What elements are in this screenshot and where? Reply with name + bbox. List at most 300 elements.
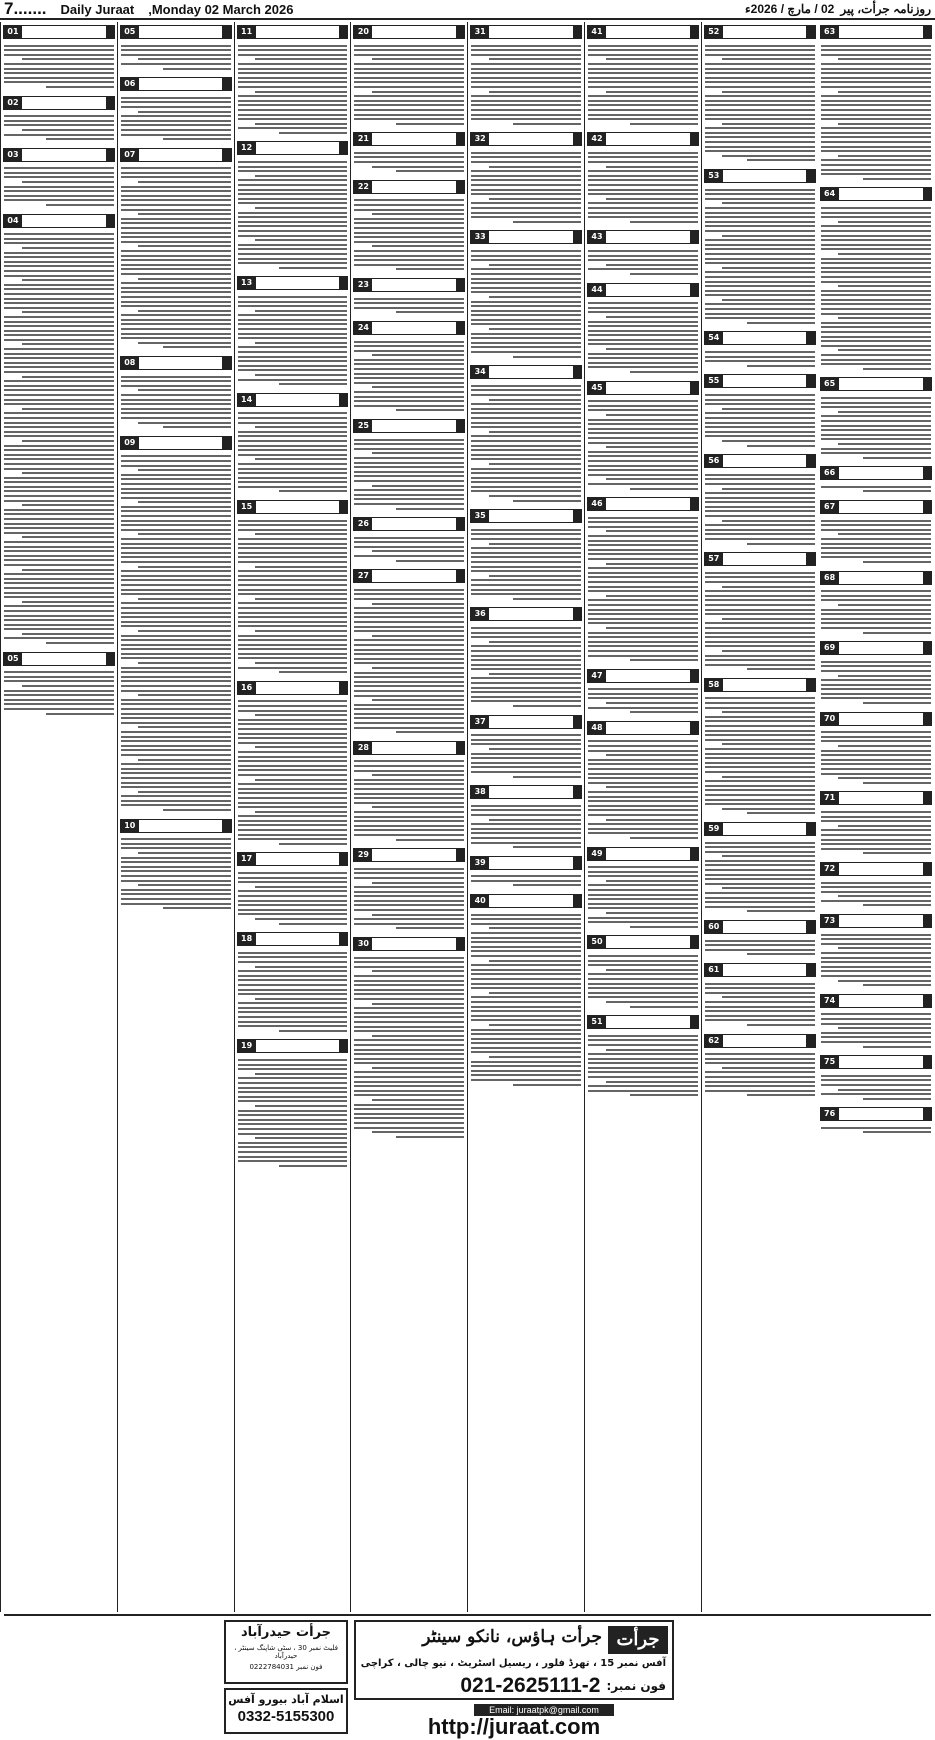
text-line [471,291,581,293]
classified-item [587,381,699,493]
text-line [354,676,464,678]
text-line [238,913,348,915]
text-line [354,1039,464,1041]
text-line [238,667,348,669]
item-body-text [820,41,933,183]
item-body-text [353,196,465,274]
text-line [588,1085,698,1087]
text-line [255,458,347,460]
text-line [705,1071,815,1073]
item-header [704,552,816,566]
text-line [863,632,932,634]
text-line [705,1015,815,1017]
text-line [354,989,464,991]
classified-item [237,681,349,849]
text-line [255,310,347,312]
item-header [820,712,933,726]
item-number: 43 [588,231,606,243]
item-body-text [704,694,816,818]
item-body-text [470,731,582,782]
text-line [863,1098,932,1100]
text-line [489,673,581,675]
text-line [238,956,348,958]
text-line [821,966,932,968]
classified-item [704,963,816,1030]
text-line [163,809,231,811]
text-line [821,452,932,454]
text-line [705,878,815,880]
text-line [705,780,815,782]
text-line [471,161,581,163]
text-line [705,869,815,871]
classified-item [470,25,582,128]
item-tag-mark [923,467,931,479]
item-number: 32 [471,133,489,145]
text-line [471,490,581,492]
text-line [588,567,698,569]
item-body-text [820,1123,933,1137]
text-line [238,212,348,214]
text-line [471,449,581,451]
text-line [238,984,348,986]
text-line [588,590,698,592]
item-body-text [3,164,115,210]
item-number: 73 [821,915,839,927]
text-line [606,91,698,93]
text-line [238,189,348,191]
text-line [121,657,231,659]
text-line [838,1027,931,1029]
column-1 [0,22,117,1612]
text-line [4,134,114,136]
text-line [471,114,581,116]
item-number: 18 [238,933,256,945]
text-line [354,649,464,651]
text-line [22,58,114,60]
text-line [630,1006,698,1008]
text-line [354,713,464,715]
text-line [471,914,581,916]
text-line [821,1032,932,1034]
text-line [471,212,581,214]
text-line [238,607,348,609]
text-line [4,671,114,673]
item-header [820,862,933,876]
text-line [821,595,932,597]
item-number: 34 [471,366,489,378]
text-line [471,579,581,581]
text-line [354,612,464,614]
text-line [471,762,581,764]
text-line [588,800,698,802]
text-line [4,242,114,244]
text-line [588,960,698,962]
text-line [354,904,464,906]
text-line [588,791,698,793]
item-body-text [587,41,699,128]
text-line [238,644,348,646]
text-line [163,426,231,428]
text-line [238,45,348,47]
text-line [821,1127,932,1129]
text-line [354,653,464,655]
text-line [354,802,464,804]
item-number: 33 [471,231,489,243]
item-tag-mark [806,455,814,467]
item-number: 52 [705,26,723,38]
text-line [4,302,114,304]
text-line [471,1006,581,1008]
text-line [588,894,698,896]
item-body-text [704,1050,816,1101]
text-line [121,497,231,499]
item-body-text [353,585,465,737]
text-line [354,811,464,813]
text-line [588,750,698,752]
text-line [4,72,114,74]
text-line [22,536,114,538]
text-line [588,325,698,327]
text-line [705,842,815,844]
text-line [821,77,932,79]
item-body-text [820,203,933,373]
text-line [238,1059,348,1061]
item-tag-mark [690,936,698,948]
item-body-text [587,1031,699,1100]
text-line [821,276,932,278]
text-line [354,1085,464,1087]
text-line [354,770,464,772]
text-line [354,49,464,51]
item-tag-mark [106,653,114,665]
classified-item [120,148,232,352]
text-line [471,1033,581,1035]
item-header [237,276,349,290]
text-line [821,402,932,404]
text-line [821,750,932,752]
item-tag-mark [923,1108,931,1120]
text-line [138,181,230,183]
text-line [354,400,464,402]
item-tag-mark [573,231,581,243]
text-line [821,95,932,97]
text-line [238,635,348,637]
text-line [838,980,931,982]
item-number: 49 [588,848,606,860]
text-line [121,417,231,419]
text-line [471,700,581,702]
text-line [863,1131,932,1133]
item-number: 24 [354,322,372,334]
text-line [238,68,348,70]
text-line [121,644,231,646]
text-line [471,570,581,572]
text-line [705,664,815,666]
item-tag-mark [339,142,347,154]
text-line [4,190,114,192]
text-line [821,1018,932,1020]
text-line [838,221,931,223]
text-line [588,465,698,467]
text-line [588,978,698,980]
text-line [821,109,932,111]
text-line [705,258,815,260]
item-number: 41 [588,26,606,38]
item-number: 02 [4,97,22,109]
text-line [121,593,231,595]
text-line [471,216,581,218]
text-line [354,765,464,767]
text-line [489,495,581,497]
text-line [279,132,347,134]
item-header [120,148,232,162]
text-line [705,281,815,283]
text-line [821,829,932,831]
text-line [471,584,581,586]
item-body-text [353,148,465,176]
text-line [354,264,464,266]
text-line [821,848,932,850]
text-line [238,593,348,595]
text-line [4,371,114,373]
text-line [606,264,698,266]
text-line [121,786,231,788]
text-line [471,655,581,657]
website-link[interactable]: http://juraat.com [427,1714,601,1739]
text-line [354,760,464,762]
text-line [121,314,231,316]
text-line [606,595,698,597]
text-line [354,886,464,888]
item-tag-mark [456,26,464,38]
item-body-text [820,807,933,858]
text-line [238,612,348,614]
text-line [722,743,814,745]
text-line [747,1094,815,1096]
text-line [471,1038,581,1040]
text-line [121,49,231,51]
text-line [471,682,581,684]
text-line [471,435,581,437]
text-line [354,783,464,785]
juraat-logo: جرأت [608,1626,668,1654]
classified-item [237,276,349,388]
text-line [705,244,815,246]
classified-item [470,894,582,1089]
text-line [821,169,932,171]
item-body-text [353,435,465,513]
item-body-text [820,728,933,788]
text-line [489,91,581,93]
text-line [238,975,348,977]
text-line [138,501,230,503]
page-number: 7....... [4,0,47,18]
text-line [471,1019,581,1021]
classified-item [470,607,582,710]
text-line [121,301,231,303]
text-line [372,1003,464,1005]
text-line [705,725,815,727]
text-line [354,1026,464,1028]
text-line [22,633,114,635]
item-body-text [820,393,933,462]
text-line [121,843,231,845]
text-line [588,697,698,699]
item-tag-mark [339,26,347,38]
text-line [471,941,581,943]
text-line [238,1123,348,1125]
text-line [471,996,581,998]
text-line [588,866,698,868]
text-line [354,368,464,370]
item-header [820,500,933,514]
text-line [588,152,698,154]
classified-item [120,436,232,815]
text-line [354,250,464,252]
text-line [4,500,114,502]
text-line [238,1146,348,1148]
text-line [722,408,814,410]
item-body-text [120,41,232,73]
text-line [821,141,932,143]
item-tag-mark [806,26,814,38]
text-line [238,834,348,836]
text-line [471,468,581,470]
isb-title: اسلام آباد بیورو آفس [228,1693,344,1706]
text-line [588,109,698,111]
text-line [588,193,698,195]
text-line [4,546,114,548]
text-line [471,77,581,79]
text-line [138,58,230,60]
text-line [588,622,698,624]
text-line [588,553,698,555]
text-line [4,619,114,621]
text-line [238,970,348,972]
text-line [121,713,231,715]
text-line [471,950,581,952]
column-3 [234,22,351,1612]
text-line [354,475,464,477]
text-line [471,696,581,698]
text-line [471,481,581,483]
text-line [4,468,114,470]
text-line [838,155,931,157]
text-line [354,966,464,968]
text-line [489,328,581,330]
text-line [471,268,581,270]
text-line [121,717,231,719]
text-line [372,635,464,637]
text-line [138,791,230,793]
text-line [354,396,464,398]
item-tag-mark [339,853,347,865]
text-line [238,1016,348,1018]
hyderabad-office-ad [224,1620,348,1684]
item-body-text [704,936,816,959]
classified-item [820,791,933,858]
classified-item [470,132,582,226]
text-line [705,906,815,908]
text-line [4,325,114,327]
text-line [354,382,464,384]
text-line [588,460,698,462]
text-line [4,509,114,511]
text-line [121,772,231,774]
text-line [588,987,698,989]
text-line [354,236,464,238]
item-tag-mark [222,357,230,369]
text-line [4,334,114,336]
text-line [588,759,698,761]
text-line [121,222,231,224]
text-line [588,773,698,775]
text-line [821,326,932,328]
text-line [838,253,931,255]
text-line [238,783,348,785]
text-line [238,1133,348,1135]
item-number: 19 [238,1040,256,1052]
text-line [821,688,932,690]
text-line [722,711,814,713]
text-line [705,483,815,485]
text-line [821,961,932,963]
text-line [722,887,814,889]
text-line [354,1016,464,1018]
item-number: 15 [238,501,256,513]
text-line [354,489,464,491]
text-line [705,431,815,433]
text-line [238,538,348,540]
text-line [4,680,114,682]
item-tag-mark [806,553,814,565]
text-line [630,659,698,661]
text-line [705,983,815,985]
text-line [588,693,698,695]
text-line [121,255,231,257]
text-line [121,236,231,238]
text-line [705,515,815,517]
text-line [238,1100,348,1102]
text-line [821,816,932,818]
text-line [121,510,231,512]
classified-item [353,937,465,1141]
text-line [588,782,698,784]
text-line [705,846,815,848]
text-line [354,209,464,211]
item-tag-mark [456,518,464,530]
text-line [705,403,815,405]
text-line [121,736,231,738]
text-line [354,1071,464,1073]
text-line [705,766,815,768]
text-line [588,544,698,546]
text-line [138,884,230,886]
text-line [863,561,932,563]
text-line [705,576,815,578]
text-line [4,199,114,201]
text-line [372,914,464,916]
item-header [704,1034,816,1048]
text-line [22,685,114,687]
classified-item [587,132,699,226]
text-line [606,198,698,200]
text-line [606,969,698,971]
text-line [705,212,815,214]
text-line [238,802,348,804]
item-body-text [237,948,349,1035]
text-line [821,697,932,699]
